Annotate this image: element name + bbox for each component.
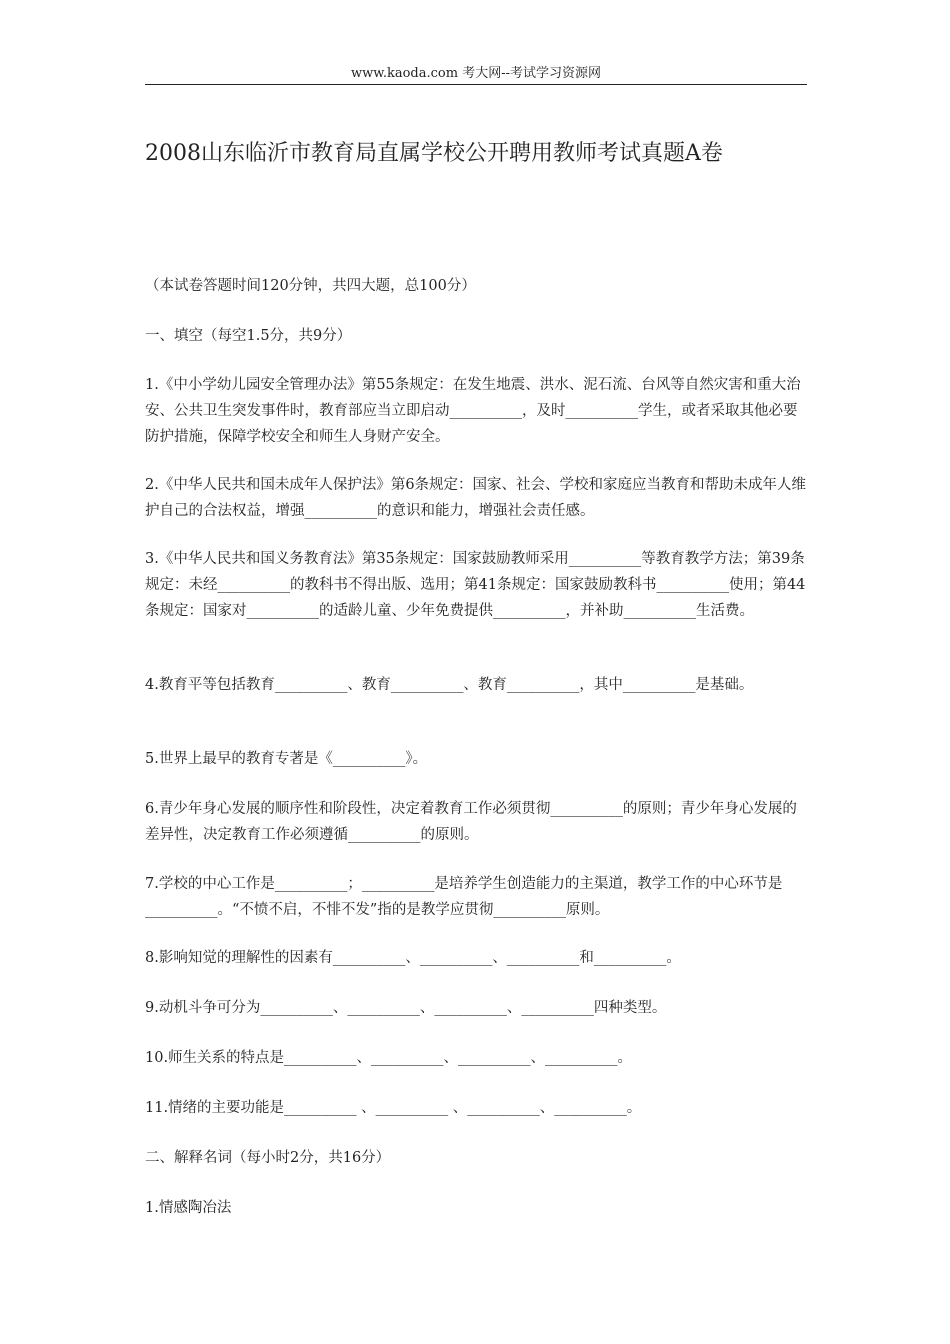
question-1-8: 8.影响知觉的理解性的因素有__________、__________、__________和__________。 [145,950,681,966]
question-1-6: 6.青少年身心发展的顺序性和阶段性，决定着教育工作必须贯彻__________的原则；青少年身心发展的差异性，决定教育工作必须遵循__________的原则。 [145,801,797,843]
question-1-3: 3.《中华人民共和国义务教育法》第35条规定：国家鼓励教师采用__________等教育教学方法；第39条规定：未经__________的教科书不得出版、选用；第41条规定：国家鼓励教科书__________使用；第44条规定：国家对__________的适龄儿童、少年免费提供__________，并补助__________生活费。 [145,551,806,619]
question-2-1: 1.情感陶冶法 [145,1200,232,1216]
section-1-heading: 一、填空（每空1.5分，共9分） [145,328,352,344]
question-1-2: 2.《中华人民共和国未成年人保护法》第6条规定：国家、社会、学校和家庭应当教育和帮助未成年人维护自己的合法权益，增强__________的意识和能力，增强社会责任感。 [145,477,807,519]
page-header: www.kaoda.com 考大网--考试学习资源网 [351,66,601,81]
question-1-5: 5.世界上最早的教育专著是《__________》。 [145,751,428,767]
question-1-10: 10.师生关系的特点是__________、__________、__________、__________。 [145,1050,633,1066]
question-1-7: 7.学校的中心工作是__________；__________是培养学生创造能力的主渠道，教学工作的中心环节是__________。“不愤不启，不悱不发”指的是教学应贯彻__________原则。 [145,876,783,918]
header-divider [145,84,807,85]
question-1-11: 11.情绪的主要功能是__________ 、__________ 、__________、__________。 [145,1100,642,1116]
document-title: 2008山东临沂市教育局直属学校公开聘用教师考试真题A卷 [145,141,723,166]
section-2-heading: 二、解释名词（每小时2分，共16分） [145,1150,391,1166]
question-1-1: 1.《中小学幼儿园安全管理办法》第55条规定：在发生地震、洪水、泥石流、台风等自然灾害和重大治安、公共卫生突发事件时，教育部应当立即启动__________，及时__________学生，或者采取其他必要防护措施，保障学校安全和师生人身财产安全。 [145,377,801,445]
question-1-9: 9.动机斗争可分为__________、__________、__________、__________四种类型。 [145,1000,667,1016]
exam-intro: （本试卷答题时间120分钟，共四大题，总100分） [145,278,476,294]
question-1-4: 4.教育平等包括教育__________、教育__________、教育__________，其中__________是基础。 [145,677,754,693]
